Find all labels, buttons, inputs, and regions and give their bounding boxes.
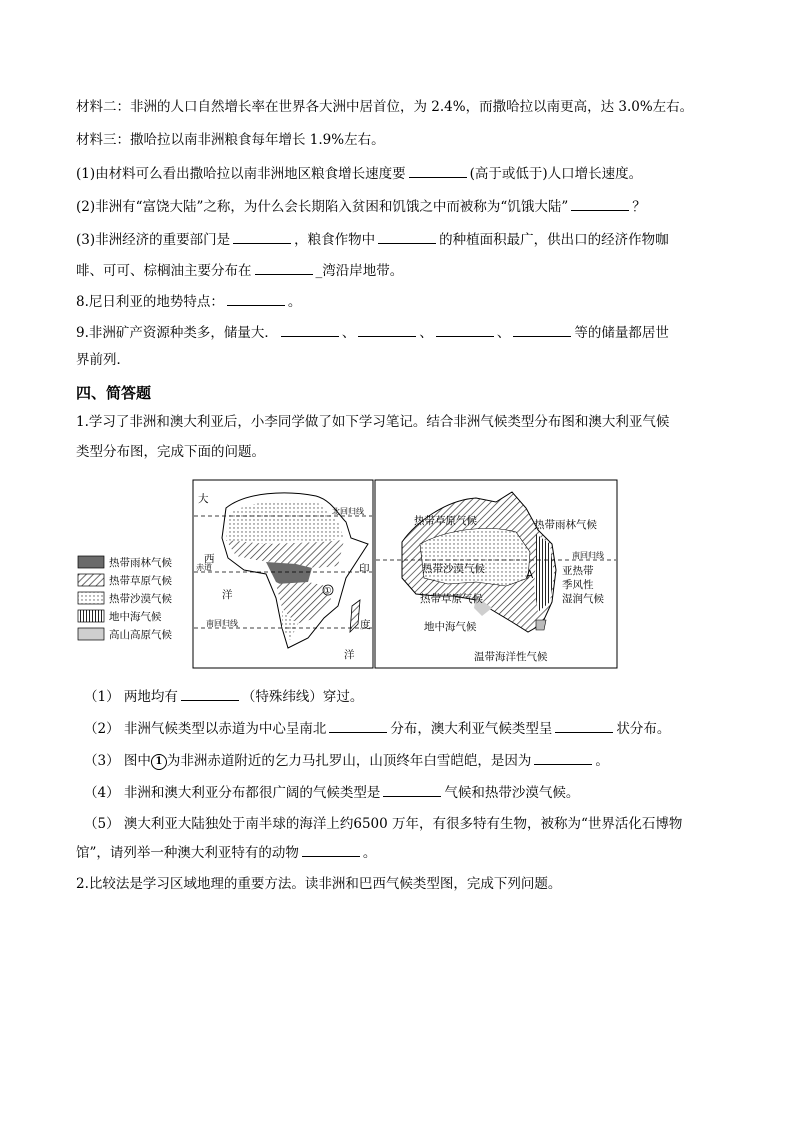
svg-text:①: ① — [323, 586, 332, 597]
question-8: 8.尼日利亚的地势特点： 。 — [76, 291, 301, 312]
answer-blank[interactable] — [534, 750, 592, 765]
svg-text:热带草原气候: 热带草原气候 — [414, 515, 477, 527]
section-heading: 四、简答题 — [76, 384, 152, 402]
svg-text:西: 西 — [204, 553, 215, 565]
question-7-3: (3)非洲经济的重要部门是 ，粮食作物中 的种植面积最广，供出口的经济作物咖 — [76, 229, 669, 250]
material-3: 材料三：撒哈拉以南非洲粮食每年增长 1.9%左右。 — [76, 132, 385, 148]
svg-text:印: 印 — [359, 563, 370, 575]
sub-question-5-cont: 馆”，请列举一种澳大利亚特有的动物 。 — [76, 842, 376, 863]
question-9-cont: 界前列． — [76, 352, 130, 368]
answer-blank[interactable] — [281, 322, 339, 337]
svg-text:热带草原气候: 热带草原气候 — [420, 593, 483, 605]
australia-climate-map — [375, 480, 617, 668]
svg-text:热带雨林气候: 热带雨林气候 — [534, 519, 597, 531]
question-9: 9.非洲矿产资源种类多，储量大． 、 、 、 等的储量都居世 — [76, 322, 669, 343]
question-7-2: (2)非洲有“富饶大陆”之称，为什么会长期陷入贫困和饥饿之中而被称为“饥饿大陆” ？ — [76, 196, 646, 217]
svg-text:赤道: 赤道 — [196, 563, 212, 572]
answer-blank[interactable] — [233, 229, 291, 244]
question-7-3-cont: 啡、可可、棕榈油主要分布在 _湾沿岸地带。 — [76, 260, 403, 281]
short-answer-1: 1.学习了非洲和澳大利亚后，小李同学做了如下学习笔记。结合非洲气候类型分布图和澳大利亚气候 — [76, 414, 670, 430]
answer-blank[interactable] — [383, 782, 441, 797]
svg-text:洋: 洋 — [344, 649, 355, 661]
sub-question-3: （3） 图中 1 为非洲赤道附近的乞力马扎罗山，山顶终年白雪皑皑，是因为 。 — [84, 750, 609, 771]
svg-text:大: 大 — [198, 493, 209, 505]
sub-question-5: （5） 澳大利亚大陆独处于南半球的海洋上约6500 万年，有很多特有生物，被称为“世界活化石博物 — [84, 816, 683, 832]
answer-blank[interactable] — [409, 163, 467, 178]
svg-text:湿润气候: 湿润气候 — [562, 593, 604, 605]
answer-blank[interactable] — [571, 196, 629, 211]
svg-text:地中海气候: 地中海气候 — [109, 611, 162, 623]
answer-blank[interactable] — [358, 322, 416, 337]
svg-text:亚热带: 亚热带 — [562, 565, 594, 577]
svg-text:热带雨林气候: 热带雨林气候 — [109, 557, 172, 569]
answer-blank[interactable] — [255, 260, 313, 275]
svg-text:热带草原气候: 热带草原气候 — [109, 575, 172, 587]
short-answer-1-cont: 类型分布图，完成下面的问题。 — [76, 444, 265, 460]
svg-text:地中海气候: 地中海气候 — [424, 621, 477, 633]
climate-map-figure — [76, 478, 620, 672]
question-7-1: (1)由材料可么看出撒哈拉以南非洲地区粮食增长速度要 (高于或低于)人口增长速度。 — [76, 163, 642, 184]
svg-text:洋: 洋 — [222, 589, 233, 601]
svg-text:度: 度 — [360, 619, 371, 631]
svg-text:北回归线: 北回归线 — [332, 507, 364, 516]
answer-blank[interactable] — [302, 842, 360, 857]
answer-blank[interactable] — [513, 322, 571, 337]
svg-text:南回归线: 南回归线 — [206, 619, 238, 628]
svg-text:A: A — [526, 569, 534, 581]
sub-question-1: （1） 两地均有 （特殊纬线）穿过。 — [84, 686, 363, 707]
africa-climate-map — [193, 480, 373, 668]
sub-question-4: （4） 非洲和澳大利亚分布都很广阔的气候类型是 气候和热带沙漠气候。 — [84, 782, 579, 803]
svg-text:季风性: 季风性 — [562, 579, 594, 591]
svg-text:热带沙漠气候: 热带沙漠气候 — [109, 593, 172, 605]
svg-text:高山高原气候: 高山高原气候 — [109, 629, 172, 641]
answer-blank[interactable] — [555, 718, 613, 733]
svg-text:温带海洋性气候: 温带海洋性气候 — [474, 651, 548, 663]
circled-one-icon: 1 — [151, 754, 167, 770]
answer-blank[interactable] — [329, 718, 387, 733]
svg-text:热带沙漠气候: 热带沙漠气候 — [422, 563, 485, 575]
svg-text:南回归线: 南回归线 — [572, 551, 604, 560]
map-legend — [78, 556, 172, 641]
answer-blank[interactable] — [436, 322, 494, 337]
answer-blank[interactable] — [378, 229, 436, 244]
answer-blank[interactable] — [227, 291, 285, 306]
short-answer-2: 2.比较法是学习区域地理的重要方法。读非洲和巴西气候类型图，完成下列问题。 — [76, 876, 562, 892]
material-2: 材料二：非洲的人口自然增长率在世界各大洲中居首位，为 2.4%，而撒哈拉以南更高，达 3.0%左右。 — [76, 99, 694, 115]
sub-question-2: （2） 非洲气候类型以赤道为中心呈南北 分布，澳大利亚气候类型呈 状分布。 — [84, 718, 670, 739]
answer-blank[interactable] — [181, 686, 239, 701]
